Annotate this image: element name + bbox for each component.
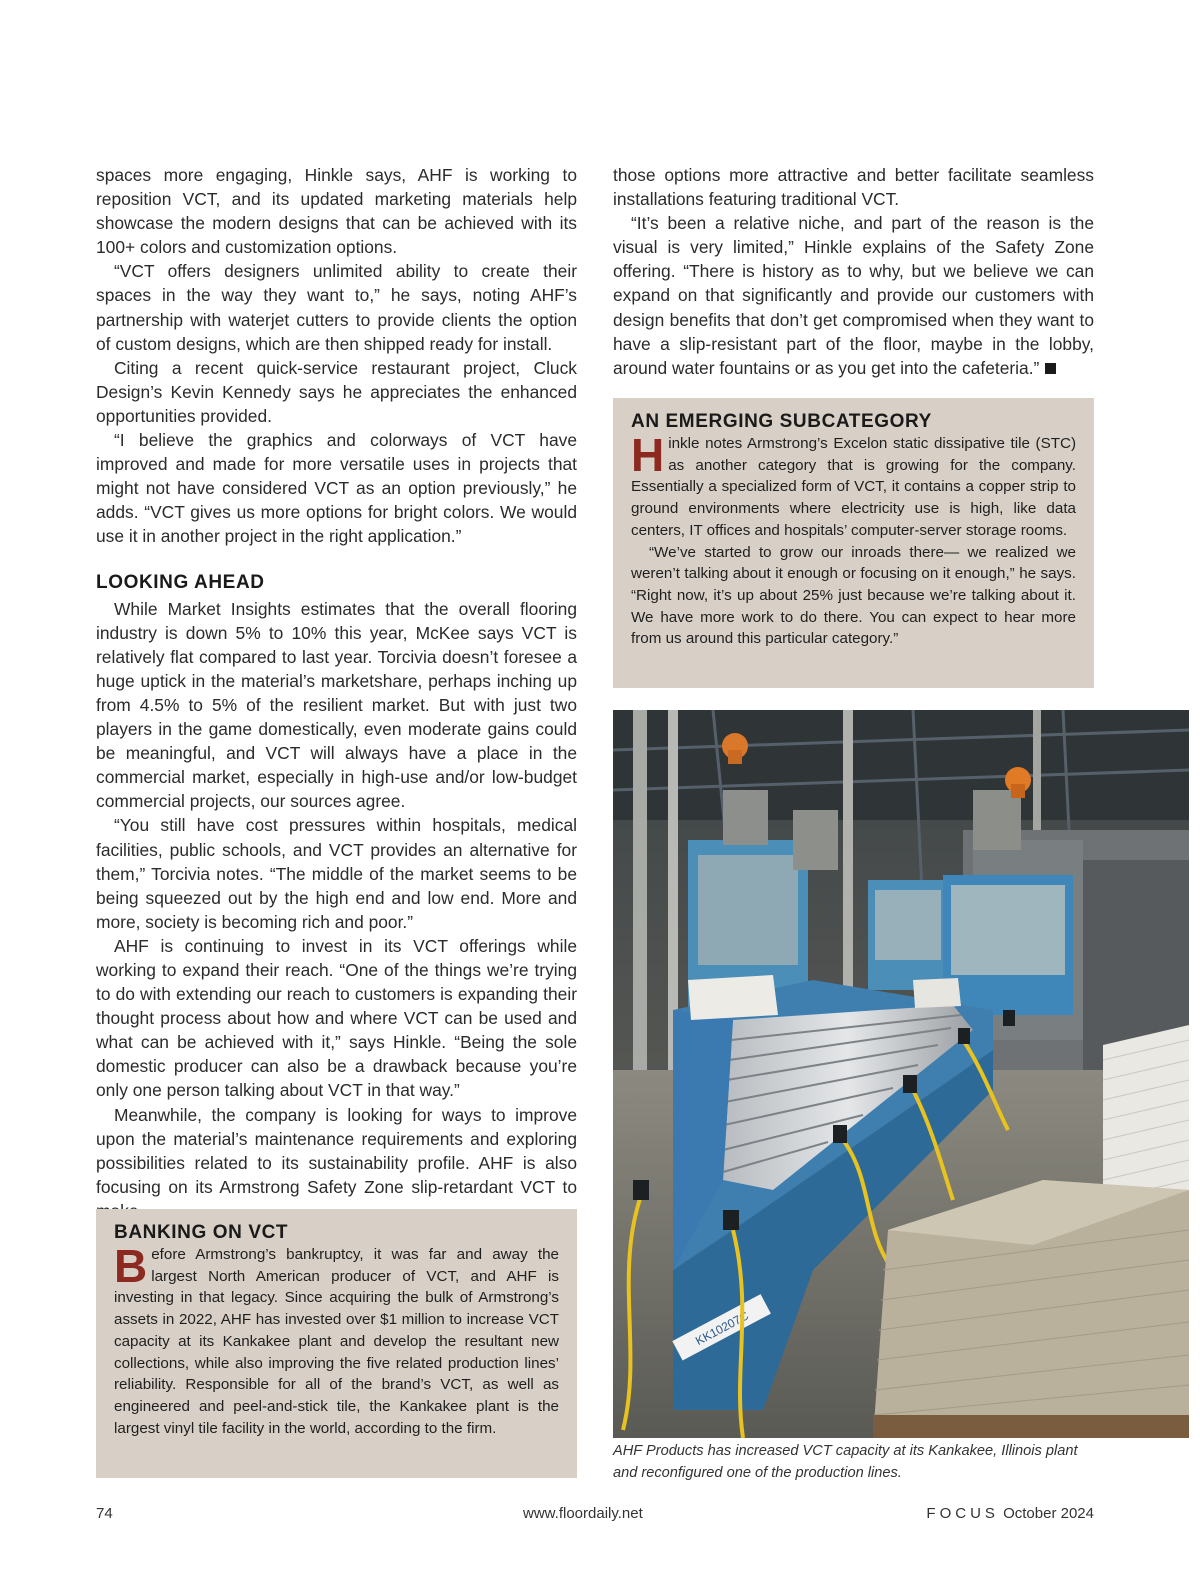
body-paragraph: “VCT offers designers unlimited ability to create their spaces in the way they want to,” he says, noting AHF’s partnership with waterjet cutters to provide clients the option of custom designs, which are then shipped ready for install. xyxy=(96,261,577,354)
body-paragraph: “I believe the graphics and colorways of VCT have improved and made for more versatile uses in projects that might not have considered VCT as an option previously,” he adds. “VCT gives us more options for bright colors. We would use it in another project in the right application.” xyxy=(96,430,577,547)
body-paragraph: those options more attractive and better facilitate seamless installations featuring traditional VCT. xyxy=(613,165,1094,210)
body-paragraph: AHF is continuing to invest in its VCT offerings while working to expand their reach. “One of the things we’re trying to do with extending our reach to customers is expanding their thought process about how and where VCT can be used and what can be achieved with it,” says Hinkle. “Being the sole domestic producer can also be a drawback because you’re only one person talking about VCT in that way.” xyxy=(96,935,577,1101)
end-mark xyxy=(1045,363,1056,374)
sidebar-paragraph-text: efore Armstrong’s bankruptcy, it was far and away the largest North American producer of VCT, and AHF is investing in that legacy. Since acquiring the bulk of Armstrong’s assets in 2022, AHF has invested over $1 million to increase VCT capacity at its Kankakee plant and develop the resultant new collections, while also improving the five related production lines’ reliability. Responsible for all of the brand’s VCT, as well as engineered and peel-and-stick tile, the Kankakee plant is the largest vinyl tile facility in the world, according to the firm. xyxy=(114,1246,559,1437)
section-heading-looking-ahead: LOOKING AHEAD xyxy=(96,571,265,593)
body-paragraph: “You still have cost pressures within hospitals, medical facilities, public schools, and VCT provides an alternative for them,” Torcivia notes. “The middle of the market seems to be being squeezed out by the high end and low end. More and more, society is becoming rich and poor.” xyxy=(96,815,577,932)
sidebar-paragraph xyxy=(114,1240,559,1439)
website-link[interactable]: www.floordaily.net xyxy=(523,1505,643,1522)
body-paragraph: While Market Insights estimates that the overall flooring industry is down 5% to 10% this year, McKee says VCT is relatively flat compared to last year. Torcivia doesn’t foresee a huge uptick in the material’s marketshare, perhaps inching up from 4.5% to 5% of the resilient market. But with just two players in the game domestically, even moderate gains could be meaningful, and VCT will always have a place in the commercial market, especially in high-use and/or low-budget commercial projects, our sources agree. xyxy=(96,598,577,812)
body-paragraph: Citing a recent quick-service restaurant project, Cluck Design’s Kevin Kennedy says he appreciates the enhanced opportunities provided. xyxy=(96,357,577,426)
issue-date: October 2024 xyxy=(1003,1505,1094,1522)
body-paragraph-text: “It’s been a relative niche, and part of the reason is the visual is very limited,” Hinkle explains of the Safety Zone offering. “There is history as to why, but we believe we can expand on that significantly and provide our customers with design benefits that don’t get compromised when they want to have a slip-resistant part of the floor, maybe in the lobby, around water fountains or as you get into the cafeteria.” xyxy=(613,213,1094,378)
brand-name: FOCUS xyxy=(926,1505,999,1522)
sidebar-paragraph: “We’ve started to grow our inroads there— we realized we weren’t talking about it enough or focusing on it enough,” he says. “Right now, it’s up about 25% just because we’re talking about it. We have more work to do there. You can expect to hear more from us around this particular category.” xyxy=(631,543,1076,648)
drop-cap: H xyxy=(631,429,665,481)
right-column xyxy=(613,163,1094,380)
sidebar-paragraph xyxy=(631,429,1076,542)
sidebar-title: AN EMERGING SUBCATEGORY xyxy=(631,411,932,432)
issue-label xyxy=(926,1505,1094,1522)
sidebar-paragraph-text: inkle notes Armstrong’s Excelon static dissipative tile (STC) as another category that is growing for the company. Essentially a specialized form of VCT, it contains a copper strip to ground environments where electricity use is high, like data centers, IT offices and hospitals’ computer-server storage rooms. xyxy=(631,435,1076,539)
left-column xyxy=(96,163,577,1223)
sidebar-banking-on-vct xyxy=(96,1209,577,1478)
body-paragraph xyxy=(613,211,1094,380)
sidebar-emerging-subcategory xyxy=(613,398,1094,688)
page-number: 74 xyxy=(96,1505,113,1522)
body-paragraph: Meanwhile, the company is looking for ways to improve upon the material’s maintenance requirements and exploring possibilities related to its sustainability profile. AHF is also focusing on its Armstrong Safety Zone slip-retardant VCT to xyxy=(96,1104,577,1197)
photo-caption: AHF Products has increased VCT capacity at its Kankakee, Illinois plant and reconfigured one of the production lines. xyxy=(613,1443,1078,1481)
machine-label: KK10207C xyxy=(693,1308,751,1349)
drop-cap: B xyxy=(114,1240,148,1292)
sidebar-title: BANKING ON VCT xyxy=(114,1222,289,1243)
production-line-illustration xyxy=(613,710,1189,1438)
factory-production-line-photo xyxy=(613,710,1189,1438)
body-paragraph: spaces more engaging, Hinkle says, AHF is working to reposition VCT, and its updated marketing materials help showcase the modern designs that can be achieved with its 100+ colors and customization options. xyxy=(96,165,577,258)
